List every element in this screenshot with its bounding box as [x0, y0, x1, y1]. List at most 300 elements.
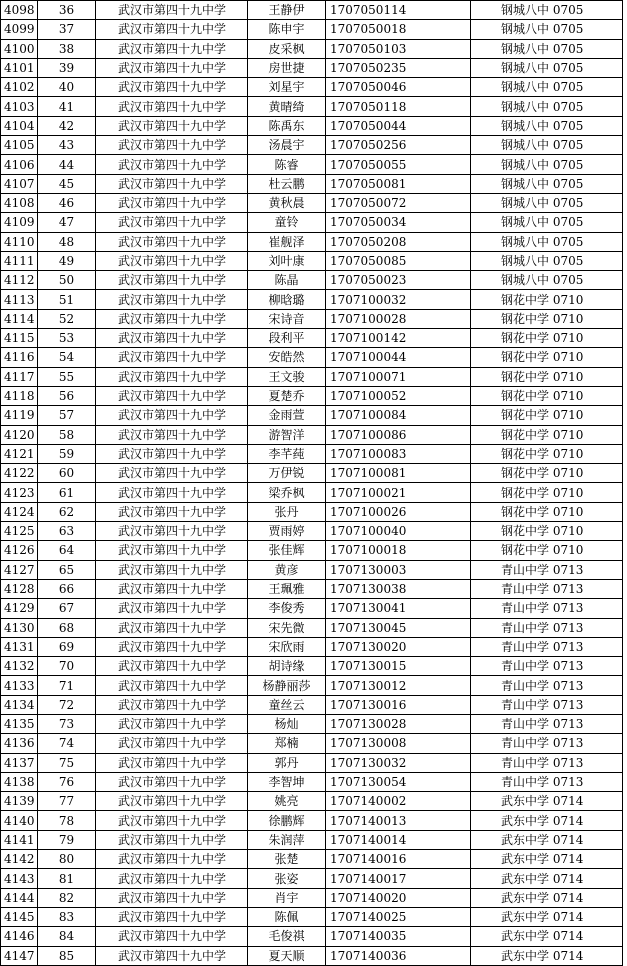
table-row	[1, 502, 623, 521]
school-name-cell: 武汉市第四十九中学	[96, 657, 248, 676]
student-id-cell: 1707100018	[326, 541, 471, 560]
student-id-cell: 1707130012	[326, 676, 471, 695]
student-id-cell: 1707130038	[326, 579, 471, 598]
exam-site-cell: 武东中学 0714	[471, 792, 623, 811]
school-name-cell: 武汉市第四十九中学	[96, 502, 248, 521]
row-seq-cell: 4139	[1, 792, 38, 811]
school-name-cell: 武汉市第四十九中学	[96, 406, 248, 425]
school-name-cell: 武汉市第四十九中学	[96, 830, 248, 849]
row-seq-cell: 4102	[1, 78, 38, 97]
row-number-cell: 64	[38, 541, 96, 560]
exam-site-cell: 武东中学 0714	[471, 927, 623, 946]
school-name-cell: 武汉市第四十九中学	[96, 213, 248, 232]
student-id-cell: 1707050085	[326, 251, 471, 270]
school-name-cell: 武汉市第四十九中学	[96, 869, 248, 888]
student-id-cell: 1707100142	[326, 329, 471, 348]
row-seq-cell: 4104	[1, 116, 38, 135]
student-name-cell: 金雨萱	[248, 406, 326, 425]
row-number-cell: 82	[38, 888, 96, 907]
student-id-cell: 1707100084	[326, 406, 471, 425]
exam-site-cell: 武东中学 0714	[471, 946, 623, 965]
student-id-cell: 1707140035	[326, 927, 471, 946]
row-number-cell: 68	[38, 618, 96, 637]
row-seq-cell: 4122	[1, 464, 38, 483]
school-name-cell: 武汉市第四十九中学	[96, 464, 248, 483]
row-number-cell: 65	[38, 560, 96, 579]
table-row	[1, 20, 623, 39]
table-row	[1, 425, 623, 444]
exam-site-cell: 钢城八中 0705	[471, 213, 623, 232]
student-name-cell: 童丝云	[248, 695, 326, 714]
student-name-cell: 黄晴绮	[248, 97, 326, 116]
student-name-cell: 张丹	[248, 502, 326, 521]
row-number-cell: 83	[38, 907, 96, 926]
student-id-cell: 1707050208	[326, 232, 471, 251]
student-id-cell: 1707130041	[326, 599, 471, 618]
student-name-cell: 胡诗缘	[248, 657, 326, 676]
exam-site-cell: 青山中学 0713	[471, 599, 623, 618]
school-name-cell: 武汉市第四十九中学	[96, 386, 248, 405]
table-row	[1, 290, 623, 309]
student-id-cell: 1707100032	[326, 290, 471, 309]
row-seq-cell: 4130	[1, 618, 38, 637]
school-name-cell: 武汉市第四十九中学	[96, 290, 248, 309]
student-name-cell: 杨静丽莎	[248, 676, 326, 695]
student-id-cell: 1707050256	[326, 136, 471, 155]
table-row	[1, 78, 623, 97]
row-number-cell: 44	[38, 155, 96, 174]
row-number-cell: 37	[38, 20, 96, 39]
student-id-cell: 1707140036	[326, 946, 471, 965]
school-name-cell: 武汉市第四十九中学	[96, 772, 248, 791]
school-name-cell: 武汉市第四十九中学	[96, 599, 248, 618]
row-number-cell: 43	[38, 136, 96, 155]
row-seq-cell: 4098	[1, 1, 38, 20]
table-row	[1, 734, 623, 753]
exam-site-cell: 钢城八中 0705	[471, 193, 623, 212]
school-name-cell: 武汉市第四十九中学	[96, 483, 248, 502]
student-id-cell: 1707130020	[326, 637, 471, 656]
student-name-cell: 陈晶	[248, 271, 326, 290]
row-seq-cell: 4135	[1, 714, 38, 733]
exam-site-cell: 钢花中学 0710	[471, 502, 623, 521]
row-number-cell: 67	[38, 599, 96, 618]
student-id-cell: 1707130032	[326, 753, 471, 772]
exam-site-cell: 钢花中学 0710	[471, 309, 623, 328]
row-seq-cell: 4128	[1, 579, 38, 598]
student-name-cell: 陈申宇	[248, 20, 326, 39]
school-name-cell: 武汉市第四十九中学	[96, 39, 248, 58]
student-id-cell: 1707050103	[326, 39, 471, 58]
table-body	[1, 1, 623, 966]
student-id-cell: 1707100044	[326, 348, 471, 367]
row-number-cell: 72	[38, 695, 96, 714]
school-name-cell: 武汉市第四十九中学	[96, 811, 248, 830]
row-seq-cell: 4143	[1, 869, 38, 888]
school-name-cell: 武汉市第四十九中学	[96, 618, 248, 637]
row-number-cell: 80	[38, 850, 96, 869]
row-seq-cell: 4114	[1, 309, 38, 328]
student-name-cell: 张佳辉	[248, 541, 326, 560]
row-seq-cell: 4103	[1, 97, 38, 116]
student-name-cell: 陈睿	[248, 155, 326, 174]
exam-site-cell: 钢城八中 0705	[471, 78, 623, 97]
table-row	[1, 753, 623, 772]
row-number-cell: 85	[38, 946, 96, 965]
row-seq-cell: 4140	[1, 811, 38, 830]
school-name-cell: 武汉市第四十九中学	[96, 58, 248, 77]
student-id-cell: 1707050072	[326, 193, 471, 212]
row-seq-cell: 4137	[1, 753, 38, 772]
student-name-cell: 汤晨宇	[248, 136, 326, 155]
row-number-cell: 57	[38, 406, 96, 425]
table-row	[1, 927, 623, 946]
row-seq-cell: 4107	[1, 174, 38, 193]
exam-site-cell: 武东中学 0714	[471, 869, 623, 888]
student-id-cell: 1707050118	[326, 97, 471, 116]
row-seq-cell: 4123	[1, 483, 38, 502]
student-name-cell: 李智坤	[248, 772, 326, 791]
student-name-cell: 柳晗璐	[248, 290, 326, 309]
exam-site-cell: 青山中学 0713	[471, 772, 623, 791]
exam-site-cell: 钢城八中 0705	[471, 97, 623, 116]
school-name-cell: 武汉市第四十九中学	[96, 888, 248, 907]
student-id-cell: 1707130003	[326, 560, 471, 579]
student-name-cell: 黄彦	[248, 560, 326, 579]
student-name-cell: 陈佩	[248, 907, 326, 926]
row-seq-cell: 4145	[1, 907, 38, 926]
school-name-cell: 武汉市第四十九中学	[96, 850, 248, 869]
table-row	[1, 830, 623, 849]
row-seq-cell: 4129	[1, 599, 38, 618]
table-row	[1, 560, 623, 579]
table-row	[1, 637, 623, 656]
student-id-cell: 1707130015	[326, 657, 471, 676]
table-row	[1, 58, 623, 77]
student-name-cell: 万伊锐	[248, 464, 326, 483]
table-row	[1, 888, 623, 907]
exam-site-cell: 钢城八中 0705	[471, 1, 623, 20]
row-seq-cell: 4118	[1, 386, 38, 405]
row-seq-cell: 4132	[1, 657, 38, 676]
row-number-cell: 45	[38, 174, 96, 193]
row-seq-cell: 4109	[1, 213, 38, 232]
student-id-cell: 1707050023	[326, 271, 471, 290]
student-id-cell: 1707050046	[326, 78, 471, 97]
row-number-cell: 48	[38, 232, 96, 251]
row-number-cell: 40	[38, 78, 96, 97]
student-id-cell: 1707140017	[326, 869, 471, 888]
school-name-cell: 武汉市第四十九中学	[96, 522, 248, 541]
table-row	[1, 116, 623, 135]
table-row	[1, 946, 623, 965]
row-number-cell: 63	[38, 522, 96, 541]
student-name-cell: 姚亮	[248, 792, 326, 811]
exam-site-cell: 青山中学 0713	[471, 676, 623, 695]
student-name-cell: 刘叶康	[248, 251, 326, 270]
row-number-cell: 69	[38, 637, 96, 656]
exam-site-cell: 青山中学 0713	[471, 657, 623, 676]
school-name-cell: 武汉市第四十九中学	[96, 78, 248, 97]
student-name-cell: 徐鹏辉	[248, 811, 326, 830]
student-id-cell: 1707130008	[326, 734, 471, 753]
table-row	[1, 232, 623, 251]
row-number-cell: 84	[38, 927, 96, 946]
school-name-cell: 武汉市第四十九中学	[96, 444, 248, 463]
school-name-cell: 武汉市第四十九中学	[96, 560, 248, 579]
school-name-cell: 武汉市第四十九中学	[96, 579, 248, 598]
exam-site-cell: 钢花中学 0710	[471, 425, 623, 444]
row-number-cell: 52	[38, 309, 96, 328]
row-seq-cell: 4106	[1, 155, 38, 174]
table-row	[1, 1, 623, 20]
table-row	[1, 174, 623, 193]
school-name-cell: 武汉市第四十九中学	[96, 541, 248, 560]
student-id-cell: 1707100081	[326, 464, 471, 483]
row-number-cell: 61	[38, 483, 96, 502]
row-seq-cell: 4100	[1, 39, 38, 58]
table-row	[1, 309, 623, 328]
student-id-cell: 1707050018	[326, 20, 471, 39]
row-seq-cell: 4116	[1, 348, 38, 367]
exam-site-cell: 武东中学 0714	[471, 830, 623, 849]
school-name-cell: 武汉市第四十九中学	[96, 155, 248, 174]
student-id-cell: 1707130054	[326, 772, 471, 791]
row-seq-cell: 4131	[1, 637, 38, 656]
student-id-cell: 1707130016	[326, 695, 471, 714]
student-id-cell: 1707100086	[326, 425, 471, 444]
row-seq-cell: 4142	[1, 850, 38, 869]
student-name-cell: 段利平	[248, 329, 326, 348]
school-name-cell: 武汉市第四十九中学	[96, 695, 248, 714]
row-seq-cell: 4113	[1, 290, 38, 309]
exam-site-cell: 钢花中学 0710	[471, 522, 623, 541]
school-name-cell: 武汉市第四十九中学	[96, 753, 248, 772]
student-name-cell: 杨灿	[248, 714, 326, 733]
student-id-cell: 1707100071	[326, 367, 471, 386]
student-id-cell: 1707140002	[326, 792, 471, 811]
row-number-cell: 53	[38, 329, 96, 348]
row-seq-cell: 4133	[1, 676, 38, 695]
student-id-cell: 1707100052	[326, 386, 471, 405]
exam-site-cell: 钢城八中 0705	[471, 116, 623, 135]
table-row	[1, 348, 623, 367]
student-name-cell: 李俊秀	[248, 599, 326, 618]
table-row	[1, 367, 623, 386]
student-name-cell: 王珮雅	[248, 579, 326, 598]
school-name-cell: 武汉市第四十九中学	[96, 676, 248, 695]
school-name-cell: 武汉市第四十九中学	[96, 792, 248, 811]
school-name-cell: 武汉市第四十九中学	[96, 734, 248, 753]
school-name-cell: 武汉市第四十九中学	[96, 927, 248, 946]
exam-site-cell: 青山中学 0713	[471, 560, 623, 579]
table-row	[1, 406, 623, 425]
exam-site-cell: 青山中学 0713	[471, 618, 623, 637]
row-number-cell: 42	[38, 116, 96, 135]
row-seq-cell: 4147	[1, 946, 38, 965]
student-id-cell: 1707130028	[326, 714, 471, 733]
table-row	[1, 579, 623, 598]
school-name-cell: 武汉市第四十九中学	[96, 271, 248, 290]
table-row	[1, 251, 623, 270]
exam-site-cell: 钢花中学 0710	[471, 483, 623, 502]
row-number-cell: 76	[38, 772, 96, 791]
row-seq-cell: 4120	[1, 425, 38, 444]
row-seq-cell: 4099	[1, 20, 38, 39]
exam-site-cell: 钢花中学 0710	[471, 464, 623, 483]
exam-site-cell: 钢花中学 0710	[471, 444, 623, 463]
student-name-cell: 贾雨婷	[248, 522, 326, 541]
school-name-cell: 武汉市第四十九中学	[96, 714, 248, 733]
exam-site-cell: 青山中学 0713	[471, 695, 623, 714]
table-row	[1, 850, 623, 869]
table-row	[1, 676, 623, 695]
student-name-cell: 杜云鹏	[248, 174, 326, 193]
row-number-cell: 56	[38, 386, 96, 405]
row-seq-cell: 4125	[1, 522, 38, 541]
student-name-cell: 黄秋晨	[248, 193, 326, 212]
row-seq-cell: 4146	[1, 927, 38, 946]
table-row	[1, 792, 623, 811]
row-number-cell: 36	[38, 1, 96, 20]
student-name-cell: 毛俊祺	[248, 927, 326, 946]
exam-site-cell: 武东中学 0714	[471, 850, 623, 869]
student-name-cell: 房世捷	[248, 58, 326, 77]
row-seq-cell: 4138	[1, 772, 38, 791]
exam-site-cell: 钢城八中 0705	[471, 155, 623, 174]
school-name-cell: 武汉市第四十九中学	[96, 251, 248, 270]
row-seq-cell: 4108	[1, 193, 38, 212]
school-name-cell: 武汉市第四十九中学	[96, 174, 248, 193]
student-name-cell: 夏天顺	[248, 946, 326, 965]
table-row	[1, 714, 623, 733]
exam-site-cell: 钢花中学 0710	[471, 290, 623, 309]
student-name-cell: 陈禹东	[248, 116, 326, 135]
school-name-cell: 武汉市第四十九中学	[96, 329, 248, 348]
school-name-cell: 武汉市第四十九中学	[96, 637, 248, 656]
student-name-cell: 朱润萍	[248, 830, 326, 849]
school-name-cell: 武汉市第四十九中学	[96, 97, 248, 116]
table-row	[1, 444, 623, 463]
student-id-cell: 1707130045	[326, 618, 471, 637]
table-row	[1, 618, 623, 637]
student-name-cell: 张楚	[248, 850, 326, 869]
student-id-cell: 1707050114	[326, 1, 471, 20]
student-name-cell: 宋先微	[248, 618, 326, 637]
table-row	[1, 695, 623, 714]
row-number-cell: 78	[38, 811, 96, 830]
row-number-cell: 81	[38, 869, 96, 888]
school-name-cell: 武汉市第四十九中学	[96, 116, 248, 135]
row-number-cell: 60	[38, 464, 96, 483]
exam-site-cell: 钢花中学 0710	[471, 367, 623, 386]
row-number-cell: 46	[38, 193, 96, 212]
student-name-cell: 梁乔枫	[248, 483, 326, 502]
row-number-cell: 41	[38, 97, 96, 116]
exam-site-cell: 青山中学 0713	[471, 753, 623, 772]
row-seq-cell: 4117	[1, 367, 38, 386]
exam-site-cell: 钢城八中 0705	[471, 136, 623, 155]
student-id-cell: 1707050055	[326, 155, 471, 174]
row-seq-cell: 4111	[1, 251, 38, 270]
exam-site-cell: 钢城八中 0705	[471, 58, 623, 77]
exam-site-cell: 钢城八中 0705	[471, 174, 623, 193]
row-number-cell: 62	[38, 502, 96, 521]
table-row	[1, 907, 623, 926]
table-row	[1, 657, 623, 676]
row-number-cell: 70	[38, 657, 96, 676]
exam-site-cell: 钢城八中 0705	[471, 232, 623, 251]
school-name-cell: 武汉市第四十九中学	[96, 367, 248, 386]
student-id-cell: 1707100083	[326, 444, 471, 463]
row-number-cell: 51	[38, 290, 96, 309]
student-id-cell: 1707050034	[326, 213, 471, 232]
row-number-cell: 50	[38, 271, 96, 290]
student-name-cell: 游智洋	[248, 425, 326, 444]
exam-site-cell: 武东中学 0714	[471, 888, 623, 907]
row-seq-cell: 4105	[1, 136, 38, 155]
exam-site-cell: 钢城八中 0705	[471, 251, 623, 270]
student-id-cell: 1707050235	[326, 58, 471, 77]
school-name-cell: 武汉市第四十九中学	[96, 946, 248, 965]
row-number-cell: 58	[38, 425, 96, 444]
exam-site-cell: 钢花中学 0710	[471, 329, 623, 348]
student-id-cell: 1707100028	[326, 309, 471, 328]
student-id-cell: 1707100040	[326, 522, 471, 541]
row-seq-cell: 4121	[1, 444, 38, 463]
table-row	[1, 97, 623, 116]
row-number-cell: 75	[38, 753, 96, 772]
row-number-cell: 73	[38, 714, 96, 733]
student-id-cell: 1707050044	[326, 116, 471, 135]
student-name-cell: 皮采枫	[248, 39, 326, 58]
exam-site-cell: 钢花中学 0710	[471, 348, 623, 367]
exam-site-cell: 青山中学 0713	[471, 714, 623, 733]
row-number-cell: 49	[38, 251, 96, 270]
row-number-cell: 77	[38, 792, 96, 811]
row-seq-cell: 4134	[1, 695, 38, 714]
table-row	[1, 522, 623, 541]
table-row	[1, 329, 623, 348]
table-row	[1, 39, 623, 58]
exam-site-cell: 钢花中学 0710	[471, 406, 623, 425]
table-row	[1, 193, 623, 212]
row-seq-cell: 4144	[1, 888, 38, 907]
row-seq-cell: 4101	[1, 58, 38, 77]
row-seq-cell: 4127	[1, 560, 38, 579]
student-id-cell: 1707050081	[326, 174, 471, 193]
student-name-cell: 夏楚乔	[248, 386, 326, 405]
exam-site-cell: 钢花中学 0710	[471, 386, 623, 405]
table-row	[1, 155, 623, 174]
student-id-cell: 1707100026	[326, 502, 471, 521]
row-number-cell: 39	[38, 58, 96, 77]
table-row	[1, 136, 623, 155]
exam-site-cell: 钢城八中 0705	[471, 20, 623, 39]
student-name-cell: 宋诗音	[248, 309, 326, 328]
row-number-cell: 38	[38, 39, 96, 58]
school-name-cell: 武汉市第四十九中学	[96, 1, 248, 20]
student-name-cell: 宋欣雨	[248, 637, 326, 656]
student-id-cell: 1707140014	[326, 830, 471, 849]
school-name-cell: 武汉市第四十九中学	[96, 136, 248, 155]
school-name-cell: 武汉市第四十九中学	[96, 348, 248, 367]
student-name-cell: 崔舰泽	[248, 232, 326, 251]
row-number-cell: 74	[38, 734, 96, 753]
row-number-cell: 47	[38, 213, 96, 232]
student-name-cell: 童铃	[248, 213, 326, 232]
table-row	[1, 464, 623, 483]
